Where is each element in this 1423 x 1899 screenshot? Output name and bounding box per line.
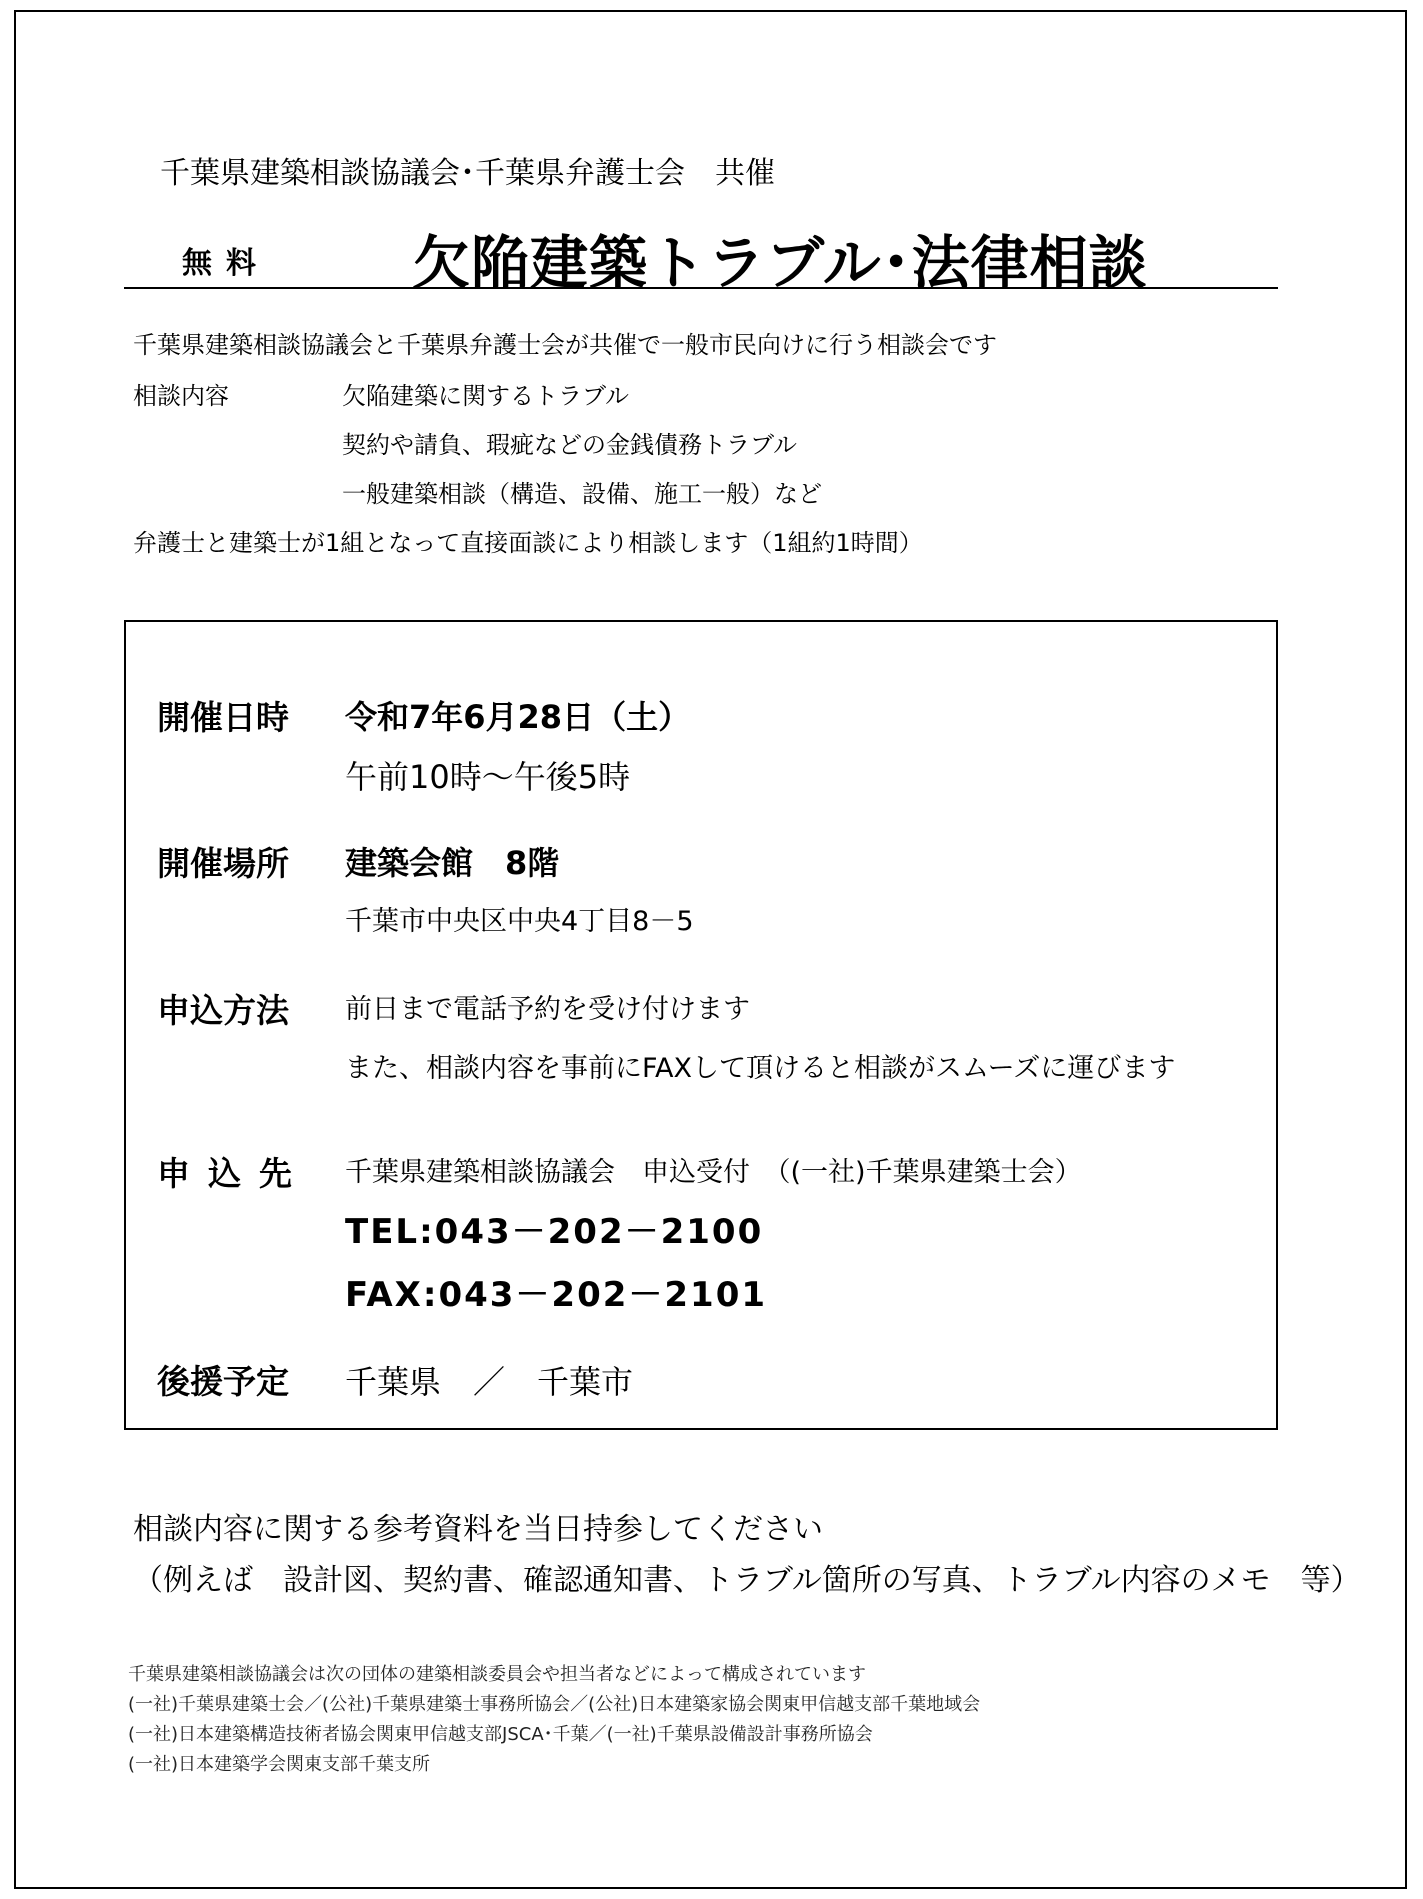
apply-method-line: また、相談内容を事前にFAXして頂けると相談がスムーズに運びます xyxy=(345,1053,1176,1084)
support-organizations: 千葉県 ／ 千葉市 xyxy=(345,1363,634,1401)
event-time: 午前10時～午後5時 xyxy=(345,758,631,796)
apply-label: 申込方法 xyxy=(157,991,289,1030)
title-divider xyxy=(124,287,1278,289)
venue-address: 千葉市中央区中央4丁目8－5 xyxy=(345,906,694,937)
fax-number[interactable]: FAX:043－202－2101 xyxy=(345,1275,768,1315)
consultation-format: 弁護士と建築士が1組となって直接面談により相談します（1組約1時間） xyxy=(133,529,923,557)
event-date: 令和7年6月28日（土） xyxy=(345,698,691,736)
support-label: 後援予定 xyxy=(157,1362,289,1401)
bring-materials-note: 相談内容に関する参考資料を当日持参してください xyxy=(133,1512,823,1547)
venue-name: 建築会館 8階 xyxy=(345,844,560,882)
tel-number[interactable]: TEL:043－202－2100 xyxy=(345,1212,764,1252)
intro-description: 千葉県建築相談協議会と千葉県弁護士会が共催で一般市民向けに行う相談会です xyxy=(133,331,997,359)
date-label: 開催日時 xyxy=(157,698,289,737)
content-item: 欠陥建築に関するトラブル xyxy=(342,382,630,410)
organizers-line: 千葉県建築相談協議会･千葉県弁護士会 共催 xyxy=(160,156,775,191)
bring-materials-examples: （例えば 設計図、契約書、確認通知書、トラブル箇所の写真、トラブル内容のメモ 等） xyxy=(133,1563,1361,1598)
content-item: 契約や請負、瑕疵などの金銭債務トラブル xyxy=(342,431,798,459)
footer-line: 千葉県建築相談協議会は次の団体の建築相談委員会や担当者などによって構成されています xyxy=(128,1664,866,1685)
page-title: 欠陥建築トラブル･法律相談 xyxy=(412,229,1148,297)
free-label: 無料 xyxy=(182,246,270,281)
contact-label: 申込先 xyxy=(157,1154,310,1193)
content-label: 相談内容 xyxy=(133,382,229,410)
venue-label: 開催場所 xyxy=(157,844,289,883)
apply-method-line: 前日まで電話予約を受け付けます xyxy=(345,994,750,1025)
footer-line: (一社)日本建築学会関東支部千葉支所 xyxy=(128,1754,431,1775)
content-item: 一般建築相談（構造、設備、施工一般）など xyxy=(342,480,822,508)
footer-line: (一社)千葉県建築士会／(公社)千葉県建築士事務所協会／(公社)日本建築家協会関東甲信越支部千葉地域会 xyxy=(128,1694,981,1715)
contact-organization: 千葉県建築相談協議会 申込受付 （(一社)千葉県建築士会） xyxy=(345,1157,1082,1188)
footer-line: (一社)日本建築構造技術者協会関東甲信越支部JSCA･千葉／(一社)千葉県設備設計事務所協会 xyxy=(128,1724,873,1745)
